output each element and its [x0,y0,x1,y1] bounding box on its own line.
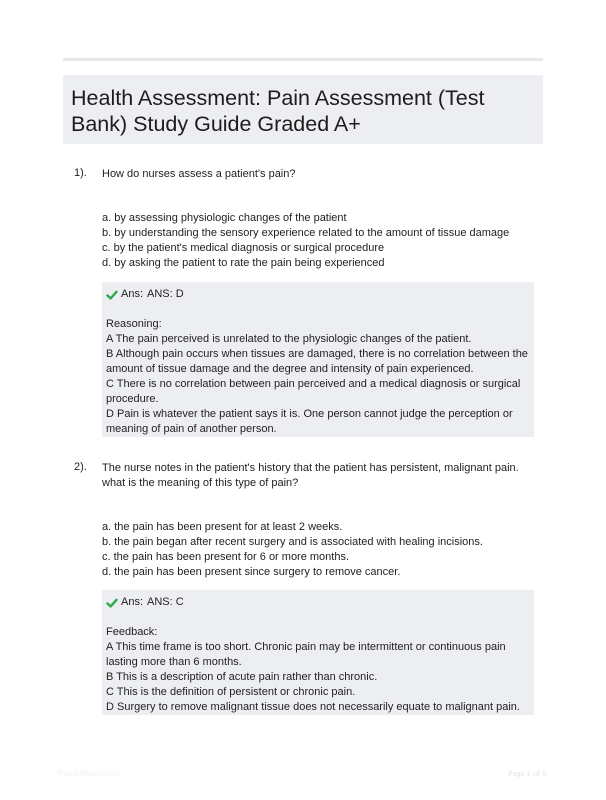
question-number: 1). [74,167,87,179]
question-text: How do nurses assess a patient's pain? [102,168,296,180]
option-b: b. by understanding the sensory experience related to the amount of tissue damage [102,227,510,239]
explanation-line: C There is no correlation between pain perceived and a medical diagnosis or surgical [106,378,521,390]
checkmark-icon [106,289,118,301]
explanation-heading: Feedback: [106,626,158,638]
answer-value: ANS: C [147,596,184,608]
answer-options [102,520,542,580]
answer-options [102,211,542,271]
explanation-line: B This is a description of acute pain rather than chronic. [106,671,378,683]
option-a: a. by assessing physiologic changes of the patient [102,212,347,224]
checkmark-icon [106,597,118,609]
option-b: b. the pain began after recent surgery and is associated with healing incisions. [102,536,483,548]
explanation-line: procedure. [106,393,159,405]
answer-panel [102,590,534,715]
explanation-line: meaning of pain of another person. [106,423,277,435]
answer-line [106,287,530,302]
title-banner [63,75,543,144]
option-d: d. the pain has been present since surgery to remove cancer. [102,566,401,578]
explanation-line: D Pain is whatever the patient says it is. One person cannot judge the perception or [106,408,513,420]
page-number: Page 1 of 8 [508,768,547,778]
answer-value: ANS: D [147,288,184,300]
answer-panel [102,282,534,437]
explanation-line: D Surgery to remove malignant tissue does not necessarily equate to malignant pain. [106,701,520,713]
option-c: c. the pain has been present for 6 or more months. [102,551,350,563]
option-a: a. the pain has been present for at least 2 weeks. [102,521,343,533]
question-text: The nurse notes in the patient's history that the patient has persistent, malignant pain. what is the meaning of this type of pain? [102,462,519,489]
top-divider [63,58,543,61]
option-c: c. by the patient's medical diagnosis or surgical procedure [102,242,385,254]
answer-label: Ans: [121,288,144,300]
footer-watermark: Paperilibrary.com [58,769,120,778]
explanation-line: A The pain perceived is unrelated to the physiologic changes of the patient. [106,333,472,345]
option-d: d. by asking the patient to rate the pain being experienced [102,257,385,269]
explanation-line: amount of tissue damage and the degree and intensity of pain experienced. [106,363,474,375]
explanation-line: C This is the definition of persistent or chronic pain. [106,686,356,698]
explanation-line: A This time frame is too short. Chronic pain may be intermittent or continuous pain [106,641,506,653]
question-number: 2). [74,461,87,473]
page-title: Health Assessment: Pain Assessment (Test Bank) Study Guide Graded A+ [71,86,485,136]
explanation-line: B Although pain occurs when tissues are damaged, there is no correlation between the [106,348,528,360]
answer-label: Ans: [121,596,144,608]
explanation-line: lasting more than 6 months. [106,656,242,668]
answer-line [106,595,530,610]
explanation-heading: Reasoning: [106,318,162,330]
